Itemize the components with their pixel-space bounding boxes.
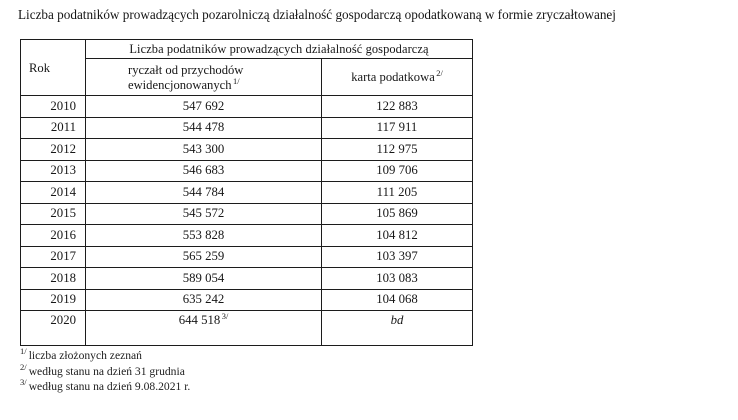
cell-ryczalt	[86, 117, 322, 139]
cell-karta: 104 068	[322, 289, 473, 311]
cell-year: 2015	[21, 203, 86, 225]
column-header-group: Liczba podatników prowadzących działalność gospodarczą	[86, 40, 473, 59]
footnote-marker: 2/	[20, 361, 27, 372]
cell-ryczalt	[86, 289, 322, 311]
footnote-marker: 1/	[20, 346, 27, 357]
cell-ryczalt-value: 543 300	[182, 141, 225, 156]
footnote-item	[20, 379, 190, 395]
cell-year: 2013	[21, 160, 86, 182]
column-header-year: Rok	[21, 40, 86, 96]
cell-ryczalt-value: 644 518	[178, 313, 221, 327]
cell-year: 2019	[21, 289, 86, 311]
cell-ryczalt	[86, 96, 322, 118]
cell-ryczalt	[86, 160, 322, 182]
column-header-ryczalt	[86, 59, 322, 96]
cell-ryczalt-value: 589 054	[182, 270, 225, 285]
cell-ryczalt-value: 547 692	[182, 98, 225, 113]
table-row	[21, 268, 473, 290]
table-row	[21, 289, 473, 311]
footnote-text: liczba złożonych zeznań	[28, 349, 142, 362]
column-header-karta	[322, 59, 473, 96]
cell-year: 2012	[21, 139, 86, 161]
footnote-item	[20, 361, 190, 380]
cell-karta: 103 083	[322, 268, 473, 290]
cell-ryczalt-value: 544 478	[182, 120, 225, 135]
cell-ryczalt	[86, 182, 322, 204]
table-row	[21, 96, 473, 118]
table-row	[21, 160, 473, 182]
cell-ryczalt	[86, 246, 322, 268]
cell-karta: 122 883	[322, 96, 473, 118]
cell-karta: 103 397	[322, 246, 473, 268]
table-row	[21, 311, 473, 346]
table-row	[21, 246, 473, 268]
footnotes-block	[20, 348, 190, 395]
cell-karta: 104 812	[322, 225, 473, 247]
table-body	[21, 96, 473, 346]
cell-ryczalt	[86, 268, 322, 290]
cell-karta: 111 205	[322, 182, 473, 204]
table-row	[21, 139, 473, 161]
cell-year: 2010	[21, 96, 86, 118]
table-row	[21, 225, 473, 247]
header-row-sub	[21, 59, 473, 96]
cell-ryczalt-value: 544 784	[182, 184, 225, 199]
cell-ryczalt-value: 565 259	[182, 249, 225, 264]
page-title: Liczba podatników prowadzących pozarolniczą działalność gospodarczą opodatkowaną w formie zryczałtowanej	[18, 7, 616, 22]
footnote-marker-3: 3/	[221, 311, 229, 321]
cell-karta: 117 911	[322, 117, 473, 139]
table-container	[20, 39, 472, 346]
table-row	[21, 182, 473, 204]
footnote-marker: 3/	[20, 377, 27, 388]
footnote-item	[20, 348, 190, 364]
cell-karta: 105 869	[322, 203, 473, 225]
header-row-top	[21, 40, 473, 59]
footnote-text: według stanu na dzień 9.08.2021 r.	[28, 380, 191, 393]
cell-ryczalt-value: 546 683	[182, 163, 225, 178]
table-header	[21, 40, 473, 96]
table-row	[21, 117, 473, 139]
cell-ryczalt-value: 545 572	[182, 206, 225, 221]
cell-year: 2018	[21, 268, 86, 290]
cell-ryczalt	[86, 311, 322, 346]
table-row	[21, 203, 473, 225]
column-header-karta-label: karta podatkowa	[351, 70, 435, 85]
cell-ryczalt-value: 635 242	[182, 292, 225, 307]
column-header-ryczalt-line1: ryczałt od przychodów	[128, 62, 244, 77]
cell-year: 2017	[21, 246, 86, 268]
cell-ryczalt	[86, 139, 322, 161]
footnote-text: według stanu na dzień 31 grudnia	[28, 364, 185, 378]
cell-karta: 109 706	[322, 160, 473, 182]
cell-ryczalt	[86, 203, 322, 225]
column-header-ryczalt-line2: ewidencjonowanych	[128, 78, 232, 92]
taxpayers-table	[20, 39, 473, 346]
footnote-marker-2: 2/	[436, 69, 443, 79]
cell-karta: 112 975	[322, 139, 473, 161]
cell-year: 2014	[21, 182, 86, 204]
cell-ryczalt-value: 553 828	[182, 227, 225, 242]
cell-year: 2020	[21, 311, 86, 346]
cell-karta: bd	[322, 311, 473, 346]
cell-year: 2011	[21, 117, 86, 139]
cell-ryczalt	[86, 225, 322, 247]
cell-year: 2016	[21, 225, 86, 247]
footnote-marker-1: 1/	[233, 76, 240, 86]
